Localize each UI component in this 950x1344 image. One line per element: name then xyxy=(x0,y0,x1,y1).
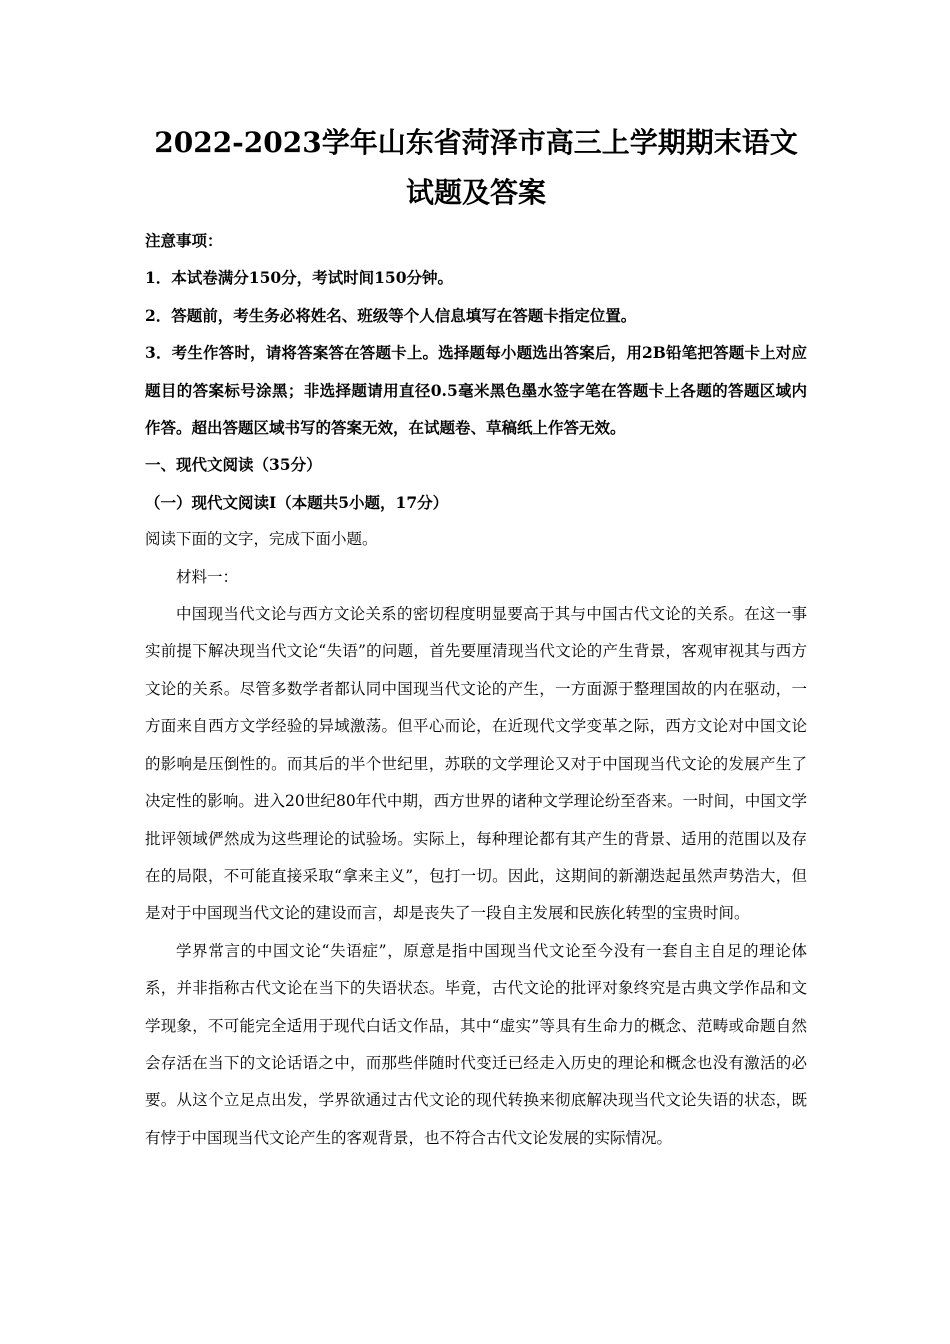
note-item-3: 3．考生作答时，请将答案答在答题卡上。选择题每小题选出答案后，用2B铅笔把答题卡上对应题目的答案标号涂黑；非选择题请用直径0.5毫米黑色墨水签字笔在答题卡上各题的答题区域内作答。超出答题区域书写的答案无效，在试题卷、草稿纸上作答无效。 xyxy=(145,343,807,438)
reading-instruction: 阅读下面的文字，完成下面小题。 xyxy=(145,530,378,549)
notes-heading: 注意事项： xyxy=(145,231,223,250)
section-heading: 一、现代文阅读（35分） xyxy=(145,455,322,475)
material-label: 材料一： xyxy=(176,567,239,586)
document-page xyxy=(145,118,807,1157)
passage-paragraph-1: 中国现当代文论与西方文论关系的密切程度明显要高于其与中国古代文论的关系。在这一事实前提下解决现当代文论“失语”的问题，首先要厘清现当代文论的产生背景，客观审视其与西方文论的关系。尽管多数学者都认同中国现当代文论的产生，一方面源于整理国故的内在驱动，一方面来自西方文学经验的异域激荡。但平心而论，在近现代文学变革之际，西方文论对中国文论的影响是压倒性的。而其后的半个世纪里，苏联的文学理论又对于中国现当代文论的发展产生了决定性的影响。进入20世纪80年代中期，西方世界的诸种文学理论纷至沓来。一时间，中国文学批评领域俨然成为这些理论的试验场。实际上，每种理论都有其产生的背景、适用的范围以及存在的局限，不可能直接采取“拿来主义”，包打一切。因此，这期间的新潮迭起虽然声势浩大，但是对于中国现当代文论的建设而言，却是丧失了一段自主发展和民族化转型的宝贵时间。 xyxy=(145,605,807,923)
note-item-1: 1．本试卷满分150分，考试时间150分钟。 xyxy=(145,268,453,288)
note-item-2: 2．答题前，考生务必将姓名、班级等个人信息填写在答题卡指定位置。 xyxy=(145,305,637,325)
passage-paragraph-2: 学界常言的中国文论“失语症”，原意是指中国现当代文论至今没有一套自主自足的理论体系，并非指称古代文论在当下的失语状态。毕竟，古代文论的批评对象终究是古典文学作品和文学现象，不可能完全适用于现代白话文作品，其中“虚实”等具有生命力的概念、范畴或命题自然会存活在当下的文论话语之中，而那些伴随时代变迁已经走入历史的理论和概念也没有激活的必要。从这个立足点出发，学界欲通过古代文论的现代转换来彻底解决现当代文论失语的状态，既有悖于中国现当代文论产生的客观背景，也不符合古代文论发展的实际情况。 xyxy=(145,941,807,1147)
section-subheading: （一）现代文阅读Ⅰ（本题共5小题，17分） xyxy=(145,492,449,512)
document-title: 2022-2023学年山东省菏泽市高三上学期期末语文试题及答案 xyxy=(154,126,798,209)
